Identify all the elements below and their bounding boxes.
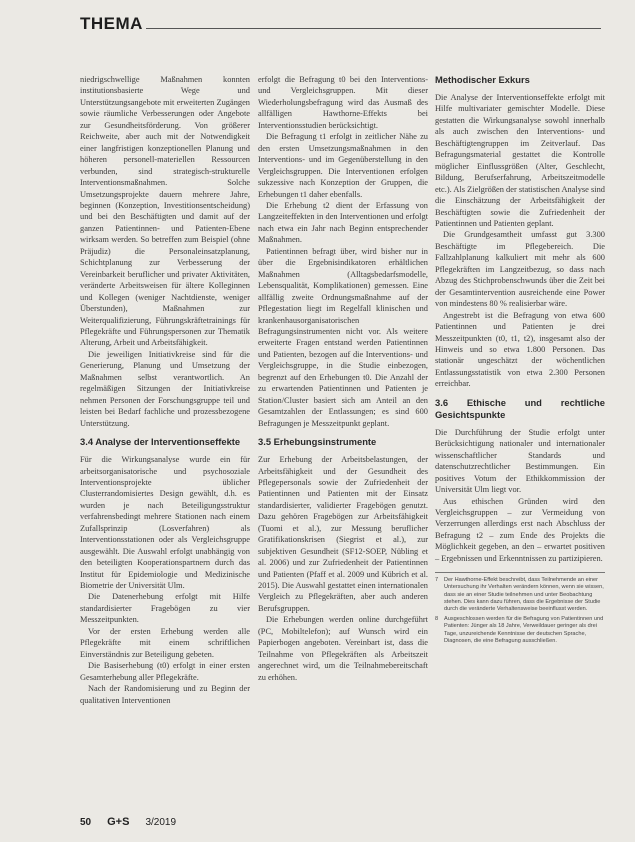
paragraph: Vor der ersten Erhebung werden alle Pflegekräfte mit einem schriftlichen Einverständnis zur Beteiligung gebeten. [80,626,250,659]
paragraph: Zur Erhebung der Arbeitsbelastungen, der Arbeitsfähigkeit und der Gesundheit des Pflegepersonals sowie der Zufriedenheit der Patientinnen und Patienten mit der Einsatz standardisierter, validierter Fragebögen genutzt. Dazu gehören Fragebögen zur Arbeitsfähigkeit (Tuomi et al.), zur Messung beruflicher Gratifikationskrisen (Siegrist et al.), zur subjektiven Gesundheit (SF12-SOEP, Nübling et al. 2006) und zur Zufriedenheit der Patientinnen und Patienten (Pfaff et al. 2009 und Kübrich et al. 2015). Die Auswahl gestattet einen internationalen Vergleich zu Pflegekräften, aber auch anderen Berufsgruppen. [258,455,428,613]
issue-label: 3/2019 [145,817,177,828]
paragraph: Die Analyse der Interventionseffekte erfolgt mit Hilfe multivariater gemischter Modelle. Diese gestatten die Wirkungsanalyse sowohl innerhalb als auch zwischen den Interventions- und Beschäftigtengruppen im Zeitverlauf. Das Befragungsmaterial gestattet die Kontrolle möglicher Einflussgrößen (Alter, Geschlecht, Bildung, Berufserfahrung, Arbeitszeitmodelle etc.). Als Zielgrößen der statistischen Analyse sind die Einschätzung der Arbeitsfähigkeit der Beschäftigten sowie die Zufriedenheit der Patientinnen und Patienten geplant. [435,93,605,228]
column-1 [80,74,250,706]
paragraph: erfolgt die Befragung t0 bei den Interventions- und Vergleichsgruppen. Mit dieser Wiederholungsbefragung wird das Ausmaß des allfälligen Hawthorne-Effekts bei Interventionsstudien berücksichtigt. [258,75,428,130]
paragraph: Patientinnen befragt über, wird bisher nur in über die Ergebnisindikatoren erhältlichen Maßnahmen (Alltagsbedarfsmodelle, Lebensqualität, Komplikationen) gemessen. Eine allfällig zweite Ordnungsmaßnahme auf der Pflegestation liegt im Regelfall klinischen und krankenhausorganisatorischen Befragungsinstrumenten nicht vor. Als weitere erweiterte Fragen entstand werden Patientinnen und Patienten, bezogen auf die Interventions- und Vergleichsgruppe, in die Studie einbezogen, begrenzt auf den Erhebungen t0. Die Anzahl der zu erwartenden Patientinnen und Patienten je Station/Cluster basiert sich am Anteil an den Gesamtzahlen der Entlassungen; es sind 600 Befragungen je Messzeitpunkt geplant. [258,246,428,428]
page-number: 50 [80,817,92,828]
paragraph: Nach der Randomisierung und zu Beginn der qualitativen Interventionen [80,684,250,705]
footnotes [435,572,605,645]
methodischer-exkurs-heading: Methodischer Exkurs [435,74,530,85]
paragraph: Angestrebt ist die Befragung von etwa 600 Patientinnen und Patienten je drei Messzeitpunkten (t0, t1, t2), insgesamt also der Hinweis und so etwa 1.800 Personen. Das stationär ungeschätzt der wöchentlichen Entlassungsstatistik von etwa 2.300 Personen erreichbar. [435,310,605,389]
magazine-brand: G+S [107,816,130,828]
paragraph: Für die Wirkungsanalyse wurde ein für arbeitsorganisatorische und psychosoziale Interventionsprojekte üblicher Clusterrandomisiertes Design gewählt, d.h. es wurden je nach Beteiligungsstruktur verfahrensbedingt mehrere Stationen nach einem Zufallsprinzip (Losverfahren) als Interventionsstationen oder als Vergleichsgruppe ausgewählt. Die Auswahl erfolgt unabhängig von den beteiligten Kooperationspartnern durch das Institut für Epidemiologie und Medizinische Biometrie der Universität Ulm. [80,455,250,591]
paragraph: Die Erhebungen werden online durchgeführt (PC, Mobiltelefon); auf Wunsch wird ein Papierbogen angeboten. Vereinbart ist, dass die Teilnahme von Pflegekräften als Arbeitszeit angerechnet wird, um die Teilnahmebereitschaft zu erhöhen. [258,615,428,682]
paragraph: Die Erhebung t2 dient der Erfassung von Langzeiteffekten in den Interventionen und erfolgt nach etwa ein Jahr nach Beginn entsprechender Maßnahmen. [258,200,428,245]
column-3 [435,74,605,648]
header-rule [146,28,601,29]
footnote-text: Der Hawthorne-Effekt beschreibt, dass Teilnehmende an einer Untersuchung ihr Verhalten verändern können, wenn sie wissen, dass sie an einer Studie teilnehmen und unter Beobachtung stehen. Dies kann dazu führen, dass die Ergebnisse der Studie durch die veränderte Verhaltensweise beeinflusst werden. [444,577,604,613]
page-footer [80,816,176,828]
footnote [435,616,605,645]
section-header-title: THEMA [80,14,143,33]
section-heading-3-5: 3.5 Erhebungsinstrumente [258,436,377,448]
paragraph: Die Datenerhebung erfolgt mit Hilfe standardisierter Fragebögen zu vier Messzeitpunkten. [80,592,250,625]
section-heading-3-4: 3.4 Analyse der Interventionseffekte [80,436,241,448]
paragraph: niedrigschwellige Maßnahmen konnten institutionsbasierte Wege und Unterstützungsangebote mit erweiterten Zugängen sowie räumliche Verbesserungen oder Angebote zur Gesundheitsförderung. Von größerer Reichweite, aber auch mit der Notwendigkeit einer langfristigen konzeptionellen Planung und höheren personell-materiellen Ressourcen verbunden, sind strategisch-strukturelle Interventionsmaßnahmen. Solche Umsetzungsprojekte dauern mehrere Jahre, beginnen (Konzeption, Investitionsentscheidung) und bei den Beschäftigten und damit auf der ganzen Patientinnen- und Patienten-Ebene wirksam werden. So betreffen zum Beispiel (ohne Präjudiz) die Personaleinsatzplanung, Schichtplanung zur Verbesserung der Vereinbarkeit beruflicher und privater Aktivitäten, veränderte Arbeitsweisen für ältere Kolleginnen und Kollegen (weniger Nachtdienste, weniger Überstunden), Maßnahmen zur Weiterqualifizierung, Führungskräftetrainings für Pflegekräfte und Führungspersonen zur Thematik Alterung, Arbeit und Arbeitsfähigkeit. [80,75,250,348]
footnote-text: Ausgeschlossen werden für die Befragung von Patientinnen und Patienten: Jünger als 18 Jahre, Verweildauer geringer als drei Tage, unzureichende Kenntnisse der deutschen Sprache, Diagnosen, die eine Befragung ausschließen. [444,616,604,644]
section-heading-3-6: 3.6 Ethische und rechtliche Gesichtspunkte [435,396,605,420]
column-2 [258,74,428,683]
paragraph: Die Basiserhebung (t0) erfolgt in einer ersten Gesamterhebung aller Pflegekräfte. [80,661,250,682]
paragraph: Die Befragung t1 erfolgt in zeitlicher Nähe zu den ersten Umsetzungsmaßnahmen in den Interventions- und im Gegenüberstellung in den Vergleichsgruppen. Die Interventionen erfolgen sukzessive nach Konzeption der Gruppen, die Erhebungen t1 daher ebenfalls. [258,132,428,199]
paragraph: Die jeweiligen Initiativkreise sind für die Generierung, Planung und Umsetzung der Maßnahmen selbst verantwortlich. An regelmäßigen Sitzungen der Initiativkreise nehmen Personen der Forschungsgruppe teil und leisten bei Bedarf fachliche und prozessbezogene Unterstützung. [80,349,250,428]
paragraph: Die Durchführung der Studie erfolgt unter Berücksichtigung nationaler und internationaler wissenschaftlicher Standards und datenschutzrechtlicher Bestimmungen. Ein positives Votum der Ethikkommission der Universität Ulm liegt vor. [435,427,605,495]
footnote-number: 7 [435,577,439,584]
footnote [435,577,605,613]
paragraph: Aus ethischen Gründen wird den Vergleichsgruppen – zur Vermeidung von Verzerrungen allerdings erst nach Abschluss der Befragung t2 – zum Ende des Projekts die Möglichkeit gegeben, an den – erwartet positiven – Ergebnissen und Erkenntnissen zu partizipieren. [435,496,605,563]
paragraph: Die Grundgesamtheit umfasst gut 3.300 Beschäftigte im Pflegebereich. Die Fallzahlplanung kalkuliert mit mehr als 600 Pflegekräften im Langzeitbezug, so dass nach Abzug des Stichprobenschwunds über die Zeit bei der Gesamtintervention ausreichende eine Power von mindestens 80 % realisierbar wäre. [435,230,605,309]
footnote-number: 8 [435,616,439,623]
